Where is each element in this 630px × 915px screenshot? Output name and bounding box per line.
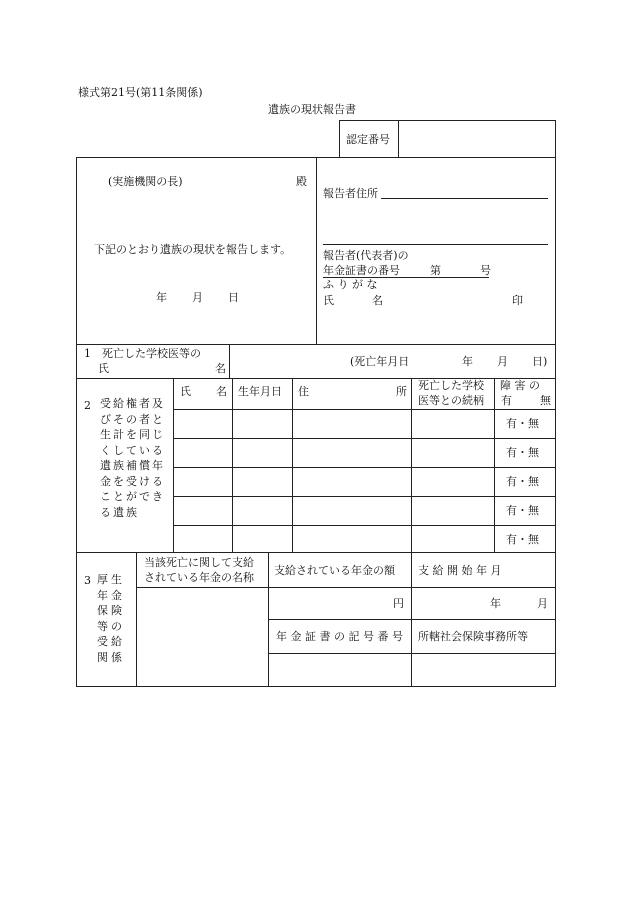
reporter-address-line[interactable] [381,198,548,199]
col-shi: 氏 [180,385,191,398]
col-disability-1: 障 害 の [500,379,540,392]
shimei-mei: 名 [372,294,383,307]
date-tsuki: 月 [192,291,203,304]
nintei-label: 認定番号 [346,133,390,146]
cert-code-header: 年 金 証 書 の 記 号 番 号 [276,630,403,643]
col-relation-2: 医等との続柄 [418,394,484,407]
statement: 下記のとおり遺族の現状を報告します。 [94,243,292,256]
col-birth: 生年月日 [238,385,282,398]
seal-in: 印 [512,294,523,307]
section1-label: 1 死亡した学校医等の [84,347,201,360]
form-number: 様式第21号(第11条関係) [78,86,203,99]
col-disability-2b: 無 [540,394,551,407]
disability-choice-row[interactable]: 有・無 [506,446,539,459]
col-relation-1: 死亡した学校 [418,379,484,392]
addressee: (実施機関の長) [108,175,183,188]
death-date-nen: 年 [462,355,473,368]
start-header: 支 給 開 始 年 月 [418,564,502,577]
date-hi: 日 [228,291,239,304]
section1-shi: 氏 [98,362,109,375]
shimei-shi: 氏 [323,294,334,307]
reporter-address-line-2[interactable] [323,244,548,245]
pension-name-1: 当該死亡に関して支給 [144,556,254,569]
office-header: 所轄社会保険事務所等 [418,630,528,643]
dono: 殿 [296,175,307,188]
reporter-rep-label: 報告者(代表者)の [323,249,409,262]
disability-choice-row[interactable]: 有・無 [506,533,539,546]
death-date-tsuki: 月 [497,355,508,368]
pension-cert-go: 号 [480,264,491,277]
section2-num: 2 [84,399,91,412]
col-address-1: 住 [298,385,309,398]
section3-label: 厚生年金保険等の受給関係 [97,573,125,664]
start-nen: 年 [490,597,501,610]
disability-choice-row[interactable]: 有・無 [506,504,539,517]
section3-num: 3 [84,574,91,587]
col-mei: 名 [216,385,227,398]
pension-cert-label: 年金証書の番号 [323,264,400,277]
disability-choice-row[interactable]: 有・無 [506,417,539,430]
date-nen: 年 [156,291,167,304]
col-address-2: 所 [396,385,407,398]
amount-header: 支給されている年金の額 [274,564,395,577]
death-date-label: (死亡年月日 [350,355,410,368]
disability-choice-row[interactable]: 有・無 [506,475,539,488]
death-date-hi: 日) [532,355,548,368]
reporter-address-label: 報告者住所 [323,187,378,200]
pension-name-2: されている年金の名称 [144,571,254,584]
col-disability-2a: 有 [501,394,512,407]
form-title: 遺族の現状報告書 [268,103,356,116]
amount-yen: 円 [393,597,404,610]
furigana-label: ふ り が な [323,278,378,291]
pension-cert-dai: 第 [430,264,441,277]
section2-label: 受給権者及びその者と生計を同じくしている遺族補償年金を受けることができる遺族 [100,397,165,519]
start-tsuki: 月 [537,597,548,610]
section1-mei: 名 [215,362,226,375]
